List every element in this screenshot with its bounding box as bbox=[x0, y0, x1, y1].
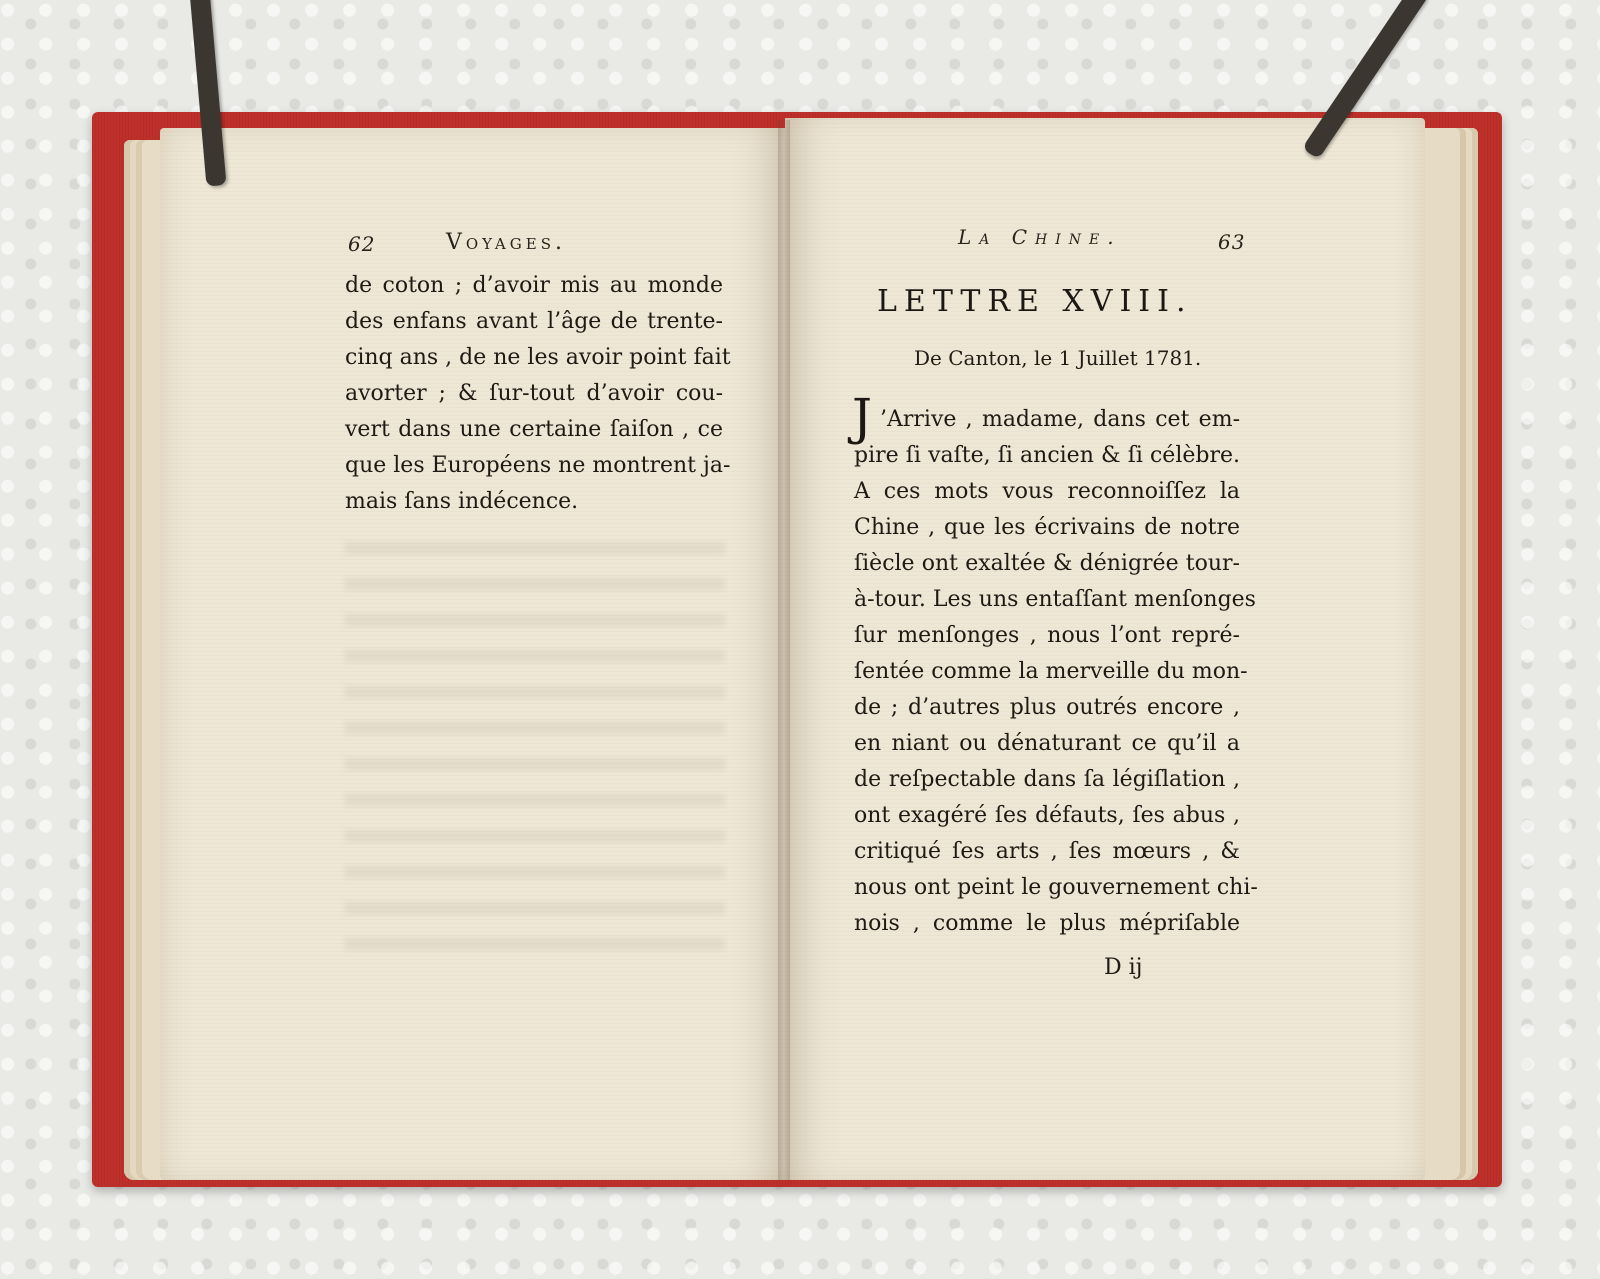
left-page-number: 62 bbox=[348, 232, 376, 256]
show-through-text bbox=[345, 520, 725, 950]
left-running-title: Voyages. bbox=[446, 230, 566, 255]
text-line: de reſpectable dans ſa légiſlation , bbox=[854, 767, 1240, 792]
text-line: de ; d’autres plus outrés encore , bbox=[854, 695, 1240, 720]
text-line: cinq ans , de ne les avoir point fait bbox=[345, 345, 731, 370]
text-line: de coton ; d’avoir mis au monde bbox=[345, 273, 723, 298]
text-line: pire ſi vaſte, ſi ancien & ſi célèbre. bbox=[854, 443, 1240, 468]
text-line: A ces mots vous reconnoiſſez la bbox=[854, 479, 1240, 504]
text-line: vert dans une certaine ſaiſon , ce bbox=[345, 417, 723, 442]
text-line: nous ont peint le gouvernement chi- bbox=[854, 875, 1258, 900]
text-line: nois , comme le plus mépriſable bbox=[854, 911, 1240, 936]
text-line: ſur menſonges , nous l’ont repré- bbox=[854, 623, 1240, 648]
text-line: en niant ou dénaturant ce qu’il a bbox=[854, 731, 1240, 756]
signature-mark: D ij bbox=[1104, 955, 1143, 980]
text-line: avorter ; & ſur-tout d’avoir cou- bbox=[345, 381, 723, 406]
letter-dateline: De Canton, le 1 Juillet 1781. bbox=[914, 346, 1202, 370]
text-line: critiqué ſes arts , ſes mœurs , & bbox=[854, 839, 1240, 864]
book-gutter bbox=[778, 120, 790, 1180]
right-page-body bbox=[854, 402, 1258, 942]
text-line: ’Arrive , madame, dans cet em- bbox=[880, 407, 1240, 432]
text-line: mais ſans indécence. bbox=[345, 489, 579, 514]
letter-heading: LETTRE XVIII. bbox=[877, 284, 1193, 319]
text-line: ſentée comme la merveille du mon- bbox=[854, 659, 1248, 684]
text-line: Chine , que les écrivains de notre bbox=[854, 515, 1240, 540]
left-page-body bbox=[345, 268, 731, 520]
text-line: ſiècle ont exaltée & dénigrée tour- bbox=[854, 551, 1240, 576]
text-line: des enfans avant l’âge de trente- bbox=[345, 309, 723, 334]
drop-cap: J bbox=[852, 388, 873, 446]
text-line: que les Européens ne montrent ja- bbox=[345, 453, 731, 478]
text-line: à-tour. Les uns entaſſant menſonges bbox=[854, 587, 1256, 612]
right-running-title: La Chine. bbox=[958, 225, 1122, 249]
text-line: ont exagéré ſes défauts, ſes abus , bbox=[854, 803, 1240, 828]
right-page-number: 63 bbox=[1218, 230, 1246, 254]
